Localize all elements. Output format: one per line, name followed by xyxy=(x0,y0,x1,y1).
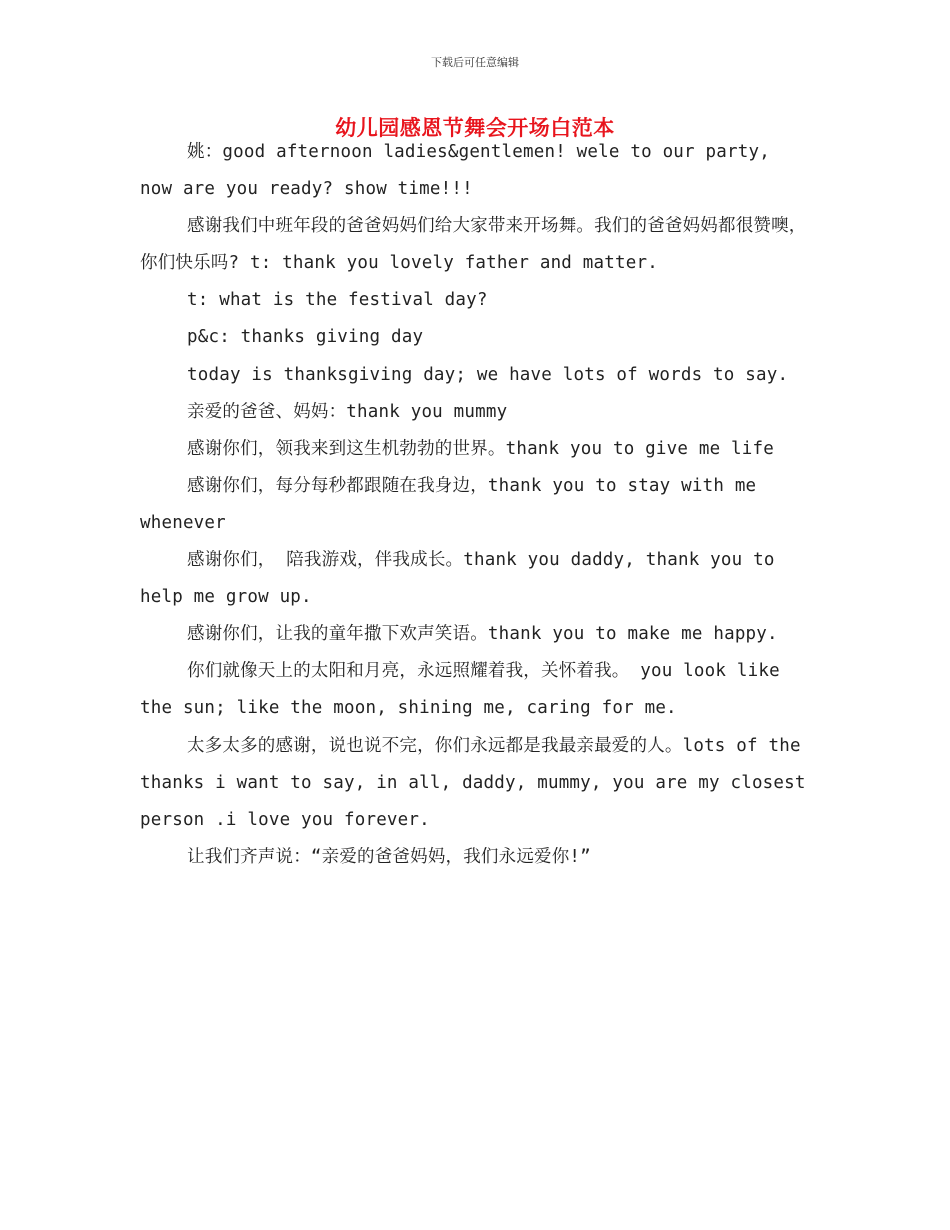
paragraph: 让我们齐声说：“亲爱的爸爸妈妈，我们永远爱你!” xyxy=(187,846,591,867)
page-header: 下载后可任意编辑 xyxy=(431,56,519,69)
paragraph: 感谢你们，领我来到这生机勃勃的世界。thank you to give me life xyxy=(187,438,774,459)
paragraph: 感谢你们， 陪我游戏，伴我成长。thank you daddy, thank you to help me grow up. xyxy=(140,550,775,608)
document-body xyxy=(140,134,812,876)
paragraph: t: what is the festival day? xyxy=(187,290,488,311)
paragraph: 感谢我们中班年段的爸爸妈妈们给大家带来开场舞。我们的爸爸妈妈都很赞噢，你们快乐吗? t: thank you lovely father and matter. xyxy=(140,216,807,274)
paragraph: 感谢你们，每分每秒都跟随在我身边，thank you to stay with me whenever xyxy=(140,475,757,533)
paragraph: p&c: thanks giving day xyxy=(187,327,424,348)
paragraph: today is thanksgiving day; we have lots of words to say. xyxy=(187,364,789,385)
paragraph: 姚：good afternoon ladies&gentlemen! wele to our party, now are you ready? show time!!! xyxy=(140,142,770,200)
paragraph: 太多太多的感谢，说也说不完，你们永远都是我最亲最爱的人。lots of the thanks i want to say, in all, daddy, mummy, you are my closest person .i love you forever. xyxy=(140,735,806,830)
paragraph: 感谢你们，让我的童年撒下欢声笑语。thank you to make me happy. xyxy=(187,624,778,645)
paragraph: 亲爱的爸爸、妈妈：thank you mummy xyxy=(187,401,508,422)
paragraph: 你们就像天上的太阳和月亮，永远照耀着我，关怀着我。 you look like the sun; like the moon, shining me, caring for me. xyxy=(140,661,780,719)
document-title: 幼儿园感恩节舞会开场白范本 xyxy=(335,116,615,140)
